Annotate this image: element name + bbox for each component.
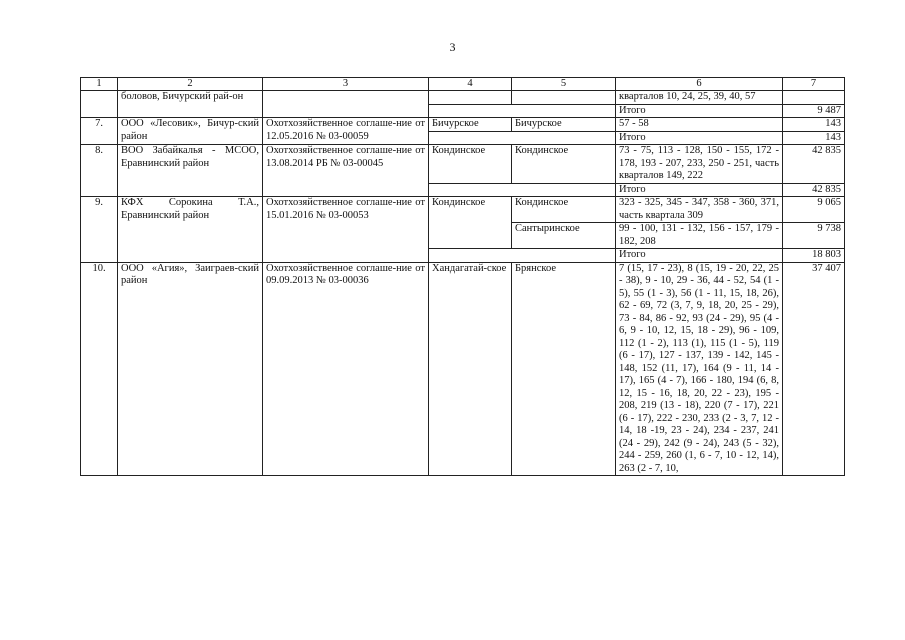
cell-quarters: кварталов 10, 24, 25, 39, 40, 57 — [616, 91, 783, 105]
cell-total-area: 42 835 — [783, 183, 845, 197]
cell-total-label: Итого — [616, 104, 783, 118]
cell-organization: ООО «Агия», Заиграев-ский район — [118, 262, 263, 476]
cell-forestry: Кондинское — [429, 145, 512, 184]
hunting-grounds-table — [80, 77, 845, 476]
table-row-10 — [81, 262, 845, 476]
cell-area: 9 065 — [783, 197, 845, 223]
cell-total-area: 18 803 — [783, 249, 845, 263]
cell-number: 10. — [81, 262, 118, 476]
cell-forestry — [429, 91, 512, 105]
cell-empty — [429, 104, 616, 118]
cell-district: Сантыринское — [512, 223, 616, 249]
cell-total-label: Итого — [616, 183, 783, 197]
cell-total-area: 143 — [783, 131, 845, 145]
cell-district: Кондинское — [512, 197, 616, 223]
cell-number — [81, 91, 118, 118]
column-number-header-row — [81, 78, 845, 91]
cell-forestry: Кондинское — [429, 197, 512, 249]
cell-number: 7. — [81, 118, 118, 145]
cell-agreement — [263, 91, 429, 118]
col-header-5: 5 — [512, 78, 616, 91]
cell-quarters: 73 - 75, 113 - 128, 150 - 155, 172 - 178, 193 - 207, 233, 250 - 251, часть кварталов 149, 222 — [616, 145, 783, 184]
cell-district: Кондинское — [512, 145, 616, 184]
cell-total-label: Итого — [616, 131, 783, 145]
cell-number: 9. — [81, 197, 118, 263]
col-header-7: 7 — [783, 78, 845, 91]
col-header-2: 2 — [118, 78, 263, 91]
cell-area: 37 407 — [783, 262, 845, 476]
col-header-3: 3 — [263, 78, 429, 91]
cell-agreement: Охотхозяйственное соглаше-ние от 13.08.2014 РБ № 03-00045 — [263, 145, 429, 197]
cell-area — [783, 91, 845, 105]
cell-area: 42 835 — [783, 145, 845, 184]
cell-quarters: 323 - 325, 345 - 347, 358 - 360, 371, часть квартала 309 — [616, 197, 783, 223]
cell-organization: КФХ Сорокина Т.А., Еравнинский район — [118, 197, 263, 263]
cell-forestry: Бичурское — [429, 118, 512, 132]
table-row-8 — [81, 145, 845, 184]
col-header-1: 1 — [81, 78, 118, 91]
cell-quarters: 99 - 100, 131 - 132, 156 - 157, 179 - 182, 208 — [616, 223, 783, 249]
table-row-continuation — [81, 91, 845, 105]
cell-agreement: Охотхозяйственное соглаше-ние от 12.05.2016 № 03-00059 — [263, 118, 429, 145]
cell-district — [512, 91, 616, 105]
cell-district: Брянское — [512, 262, 616, 476]
cell-agreement: Охотхозяйственное соглаше-ние от 15.01.2016 № 03-00053 — [263, 197, 429, 263]
cell-organization: ООО «Лесовик», Бичур-ский район — [118, 118, 263, 145]
cell-empty — [429, 131, 616, 145]
col-header-4: 4 — [429, 78, 512, 91]
cell-empty — [429, 249, 616, 263]
table-row-9 — [81, 197, 845, 223]
cell-total-label: Итого — [616, 249, 783, 263]
cell-empty — [429, 183, 616, 197]
cell-quarters: 7 (15, 17 - 23), 8 (15, 19 - 20, 22, 25 - 38), 9 - 10, 29 - 36, 44 - 52, 54 (1 - 5), 55 (1 - 3), 56 (1 - 11, 15, 18, 26), 62 - 69, 72 (3, 7, 9, 18, 20, 25 - 29), 73 - 84, 86 - 92, 93 (24 - 29), 95 (4 - 6, 9 - 10, 12, 15, 18 - 29), 96 - 109, 112 (1 - 2), 113 (1), 115 (1 - 5), 119 (6 - 17), 127 - 137, 139 - 142, 145 - 148, 152 (11, 17), 164 (9 - 11, 14 - 17), 165 (4 - 7), 166 - 180, 194 (6, 8, 12, 15 - 16, 18, 20, 22 - 23), 195 - 208, 219 (13 - 18), 220 (7 - 17), 221 (6 - 17), 222 - 230, 233 (2 - 3, 7, 12 - 14, 18 -19, 23 - 24), 234 - 237, 241 (24 - 29), 242 (9 - 24), 243 (5 - 32), 244 - 259, 260 (1, 6 - 7, 10 - 12, 14), 263 (2 - 7, 10, — [616, 262, 783, 476]
cell-number: 8. — [81, 145, 118, 197]
cell-forestry: Хандагатай-ское — [429, 262, 512, 476]
page-number: 3 — [449, 40, 456, 54]
cell-organization: боловов, Бичурский рай-он — [118, 91, 263, 118]
col-header-6: 6 — [616, 78, 783, 91]
cell-organization: ВОО Забайкалья - МСОО, Еравнинский район — [118, 145, 263, 197]
cell-total-area: 9 487 — [783, 104, 845, 118]
table-row-7 — [81, 118, 845, 132]
cell-quarters: 57 - 58 — [616, 118, 783, 132]
cell-district: Бичурское — [512, 118, 616, 132]
cell-area: 9 738 — [783, 223, 845, 249]
cell-agreement: Охотхозяйственное соглаше-ние от 09.09.2013 № 03-00036 — [263, 262, 429, 476]
cell-area: 143 — [783, 118, 845, 132]
